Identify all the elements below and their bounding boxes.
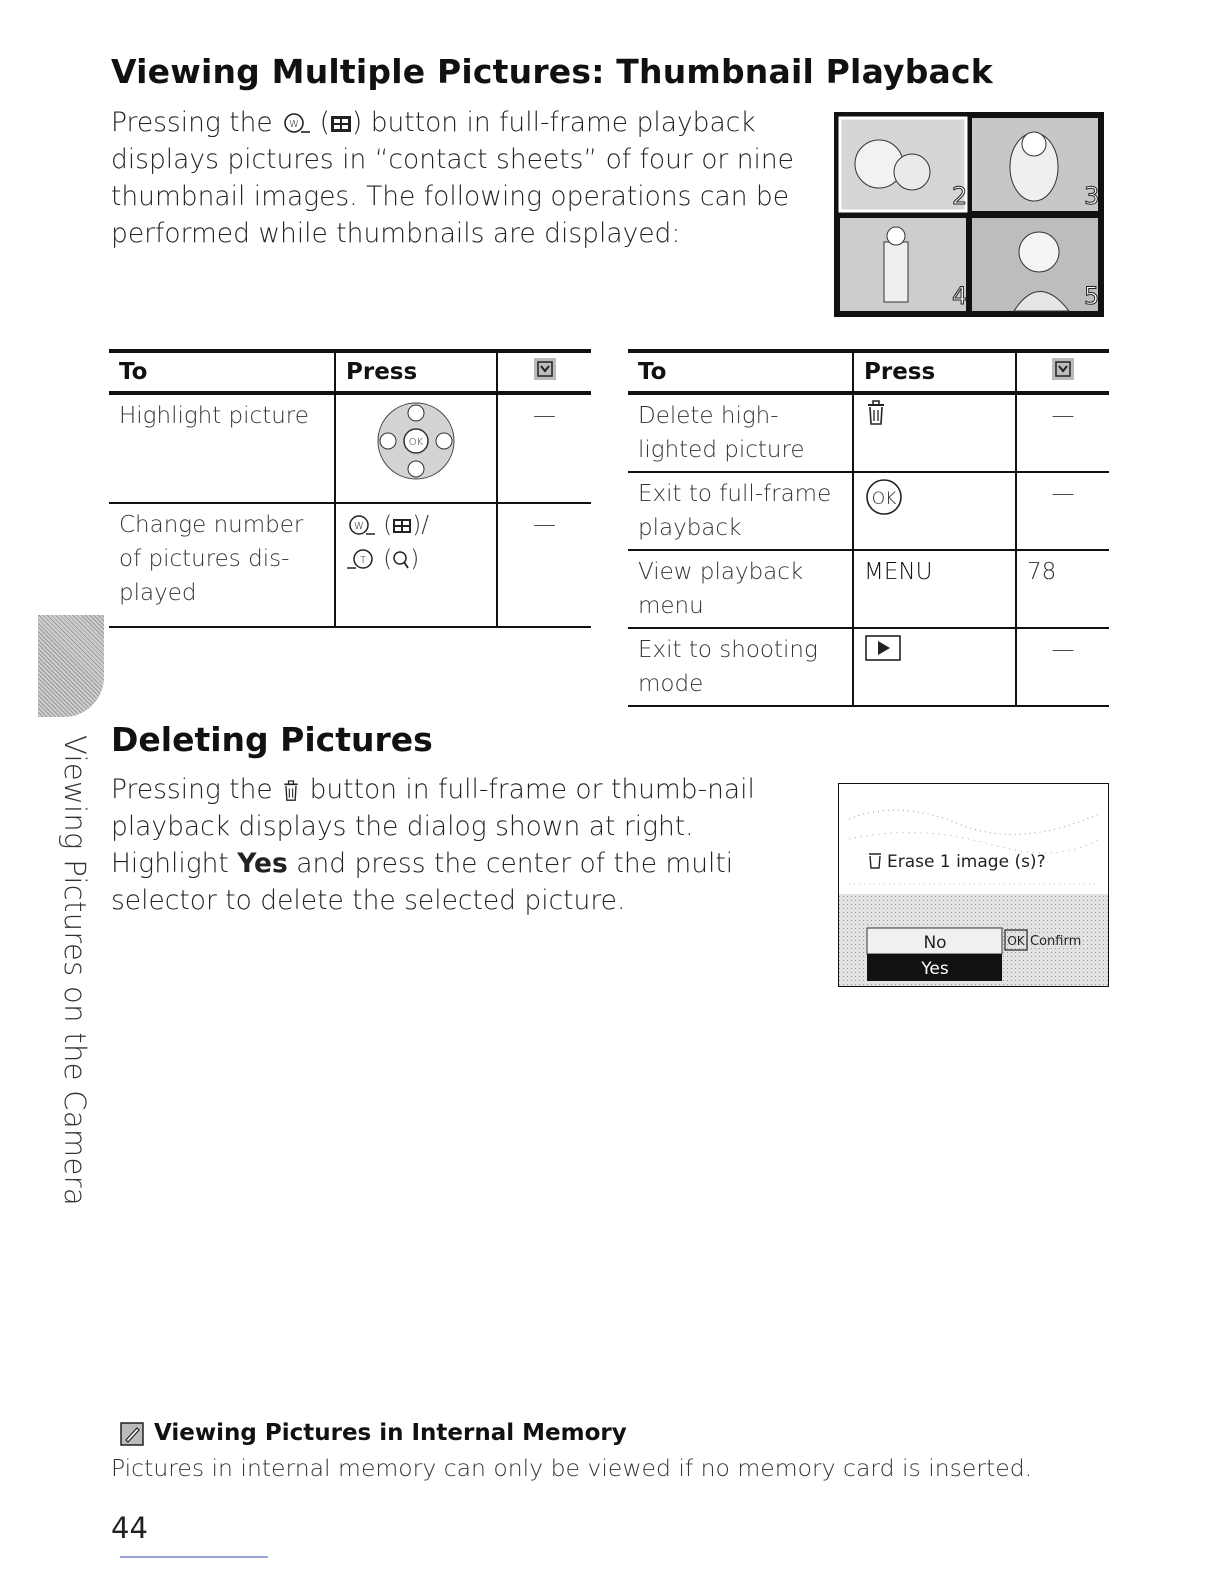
table-row <box>628 628 1109 706</box>
thumbnail-number-4: 4 <box>952 282 968 310</box>
magnify-icon <box>392 550 410 570</box>
row-reference: 78 <box>1016 550 1109 628</box>
trash-icon <box>281 778 301 804</box>
table-header-row <box>628 351 1109 393</box>
erase-confirm-dialog-image <box>838 783 1109 987</box>
ok-label: OK <box>1007 934 1025 948</box>
note-title: Viewing Pictures in Internal Memory <box>154 1420 627 1446</box>
option-yes: Yes <box>921 959 949 979</box>
section-title-thumbnail-playback: Viewing Multiple Pictures: Thumbnail Playback <box>111 52 993 91</box>
row-reference: — <box>1016 472 1109 550</box>
column-header-press: Press <box>853 351 1016 393</box>
thumbnail-number-2: 2 <box>952 182 968 210</box>
zoom-out-w-button-icon <box>346 514 376 538</box>
thumbnail-number-5: 5 <box>1084 282 1100 310</box>
thumbnail-grid-icon <box>330 115 352 133</box>
page-number-rule <box>120 1556 268 1558</box>
press-separator: / <box>421 512 430 538</box>
row-action-label: View playback menu <box>628 550 853 628</box>
zoom-out-w-button-icon <box>281 112 311 136</box>
deleting-intro-end: and press the center of the multi selector to delete the selected picture. <box>111 848 734 916</box>
chapter-side-tab <box>38 615 104 717</box>
svg-text:OK: OK <box>871 489 897 509</box>
svg-text:OK: OK <box>408 437 424 448</box>
reference-page-icon <box>533 357 557 381</box>
reference-page-icon <box>1051 357 1075 381</box>
table-row <box>109 393 591 503</box>
row-press-control <box>853 393 1016 472</box>
column-header-reference <box>1016 351 1109 393</box>
row-action-label: Highlight picture <box>109 393 335 503</box>
row-action-label: Exit to shooting mode <box>628 628 853 706</box>
thumbnail-number-3: 3 <box>1084 182 1100 210</box>
row-press-control <box>335 393 497 503</box>
row-action-label: Change number of pictures dis-played <box>109 503 335 627</box>
column-header-press: Press <box>335 351 497 393</box>
thumbnail-intro-rest: button in full-frame playback displays pictures in “contact sheets” of four or nine thumbnail images. The following operations can be performed while thumbnails are displayed: <box>111 107 794 249</box>
thumbnail-intro-start: Pressing the <box>111 107 273 138</box>
confirm-label: Confirm <box>1030 934 1082 949</box>
deleting-intro-middle: button in full-frame or thumb-nail playback displays the dialog shown at right. Highlight <box>111 774 755 879</box>
table-row <box>628 472 1109 550</box>
table-row <box>628 550 1109 628</box>
thumbnail-operations-table-right <box>628 349 1109 707</box>
column-header-to: To <box>109 351 335 393</box>
svg-text:T: T <box>359 554 367 566</box>
svg-text:W: W <box>354 520 364 532</box>
table-row <box>109 503 591 627</box>
deleting-paragraph <box>111 771 811 919</box>
erase-question: Erase 1 image (s)? <box>887 852 1046 872</box>
table-header-row <box>109 351 591 393</box>
table-row <box>628 393 1109 472</box>
option-no: No <box>923 933 947 953</box>
row-reference: — <box>497 503 591 627</box>
svg-text:W: W <box>289 118 300 130</box>
menu-button-label: MENU <box>853 550 1016 628</box>
deleting-intro-start: Pressing the <box>111 774 273 805</box>
row-press-control: W ( )/ T ( ) <box>335 503 497 627</box>
multi-selector-icon <box>374 399 458 483</box>
thumbnail-grid-icon <box>392 518 412 534</box>
trash-icon <box>864 399 888 427</box>
row-reference: — <box>1016 628 1109 706</box>
thumbnail-intro-paragraph: Pressing the W ( ) button in full-frame playback displays pictures in “contact sheets” of four or nine thumbnail images. The following operations can be performed while thumbnails are displayed: <box>111 107 794 249</box>
column-header-reference <box>497 351 591 393</box>
yes-keyword: Yes <box>237 848 288 879</box>
thumbnail-operations-table-left <box>109 349 591 628</box>
section-title-deleting-pictures: Deleting Pictures <box>111 720 433 759</box>
chapter-side-label: Viewing Pictures on the Camera <box>58 735 92 1206</box>
column-header-to: To <box>628 351 853 393</box>
ok-button-icon <box>864 477 904 517</box>
page-number: 44 <box>111 1511 148 1545</box>
row-action-label: Exit to full-frame playback <box>628 472 853 550</box>
playback-button-icon <box>864 633 904 663</box>
row-press-control <box>853 472 1016 550</box>
note-text: Pictures in internal memory can only be viewed if no memory card is inserted. <box>111 1454 1033 1482</box>
note-icon <box>120 1422 144 1446</box>
thumbnail-contact-sheet-image <box>834 112 1104 317</box>
row-action-label: Delete high-lighted picture <box>628 393 853 472</box>
row-press-control <box>853 628 1016 706</box>
zoom-in-t-button-icon <box>346 548 376 572</box>
row-reference: — <box>497 393 591 503</box>
row-reference: — <box>1016 393 1109 472</box>
